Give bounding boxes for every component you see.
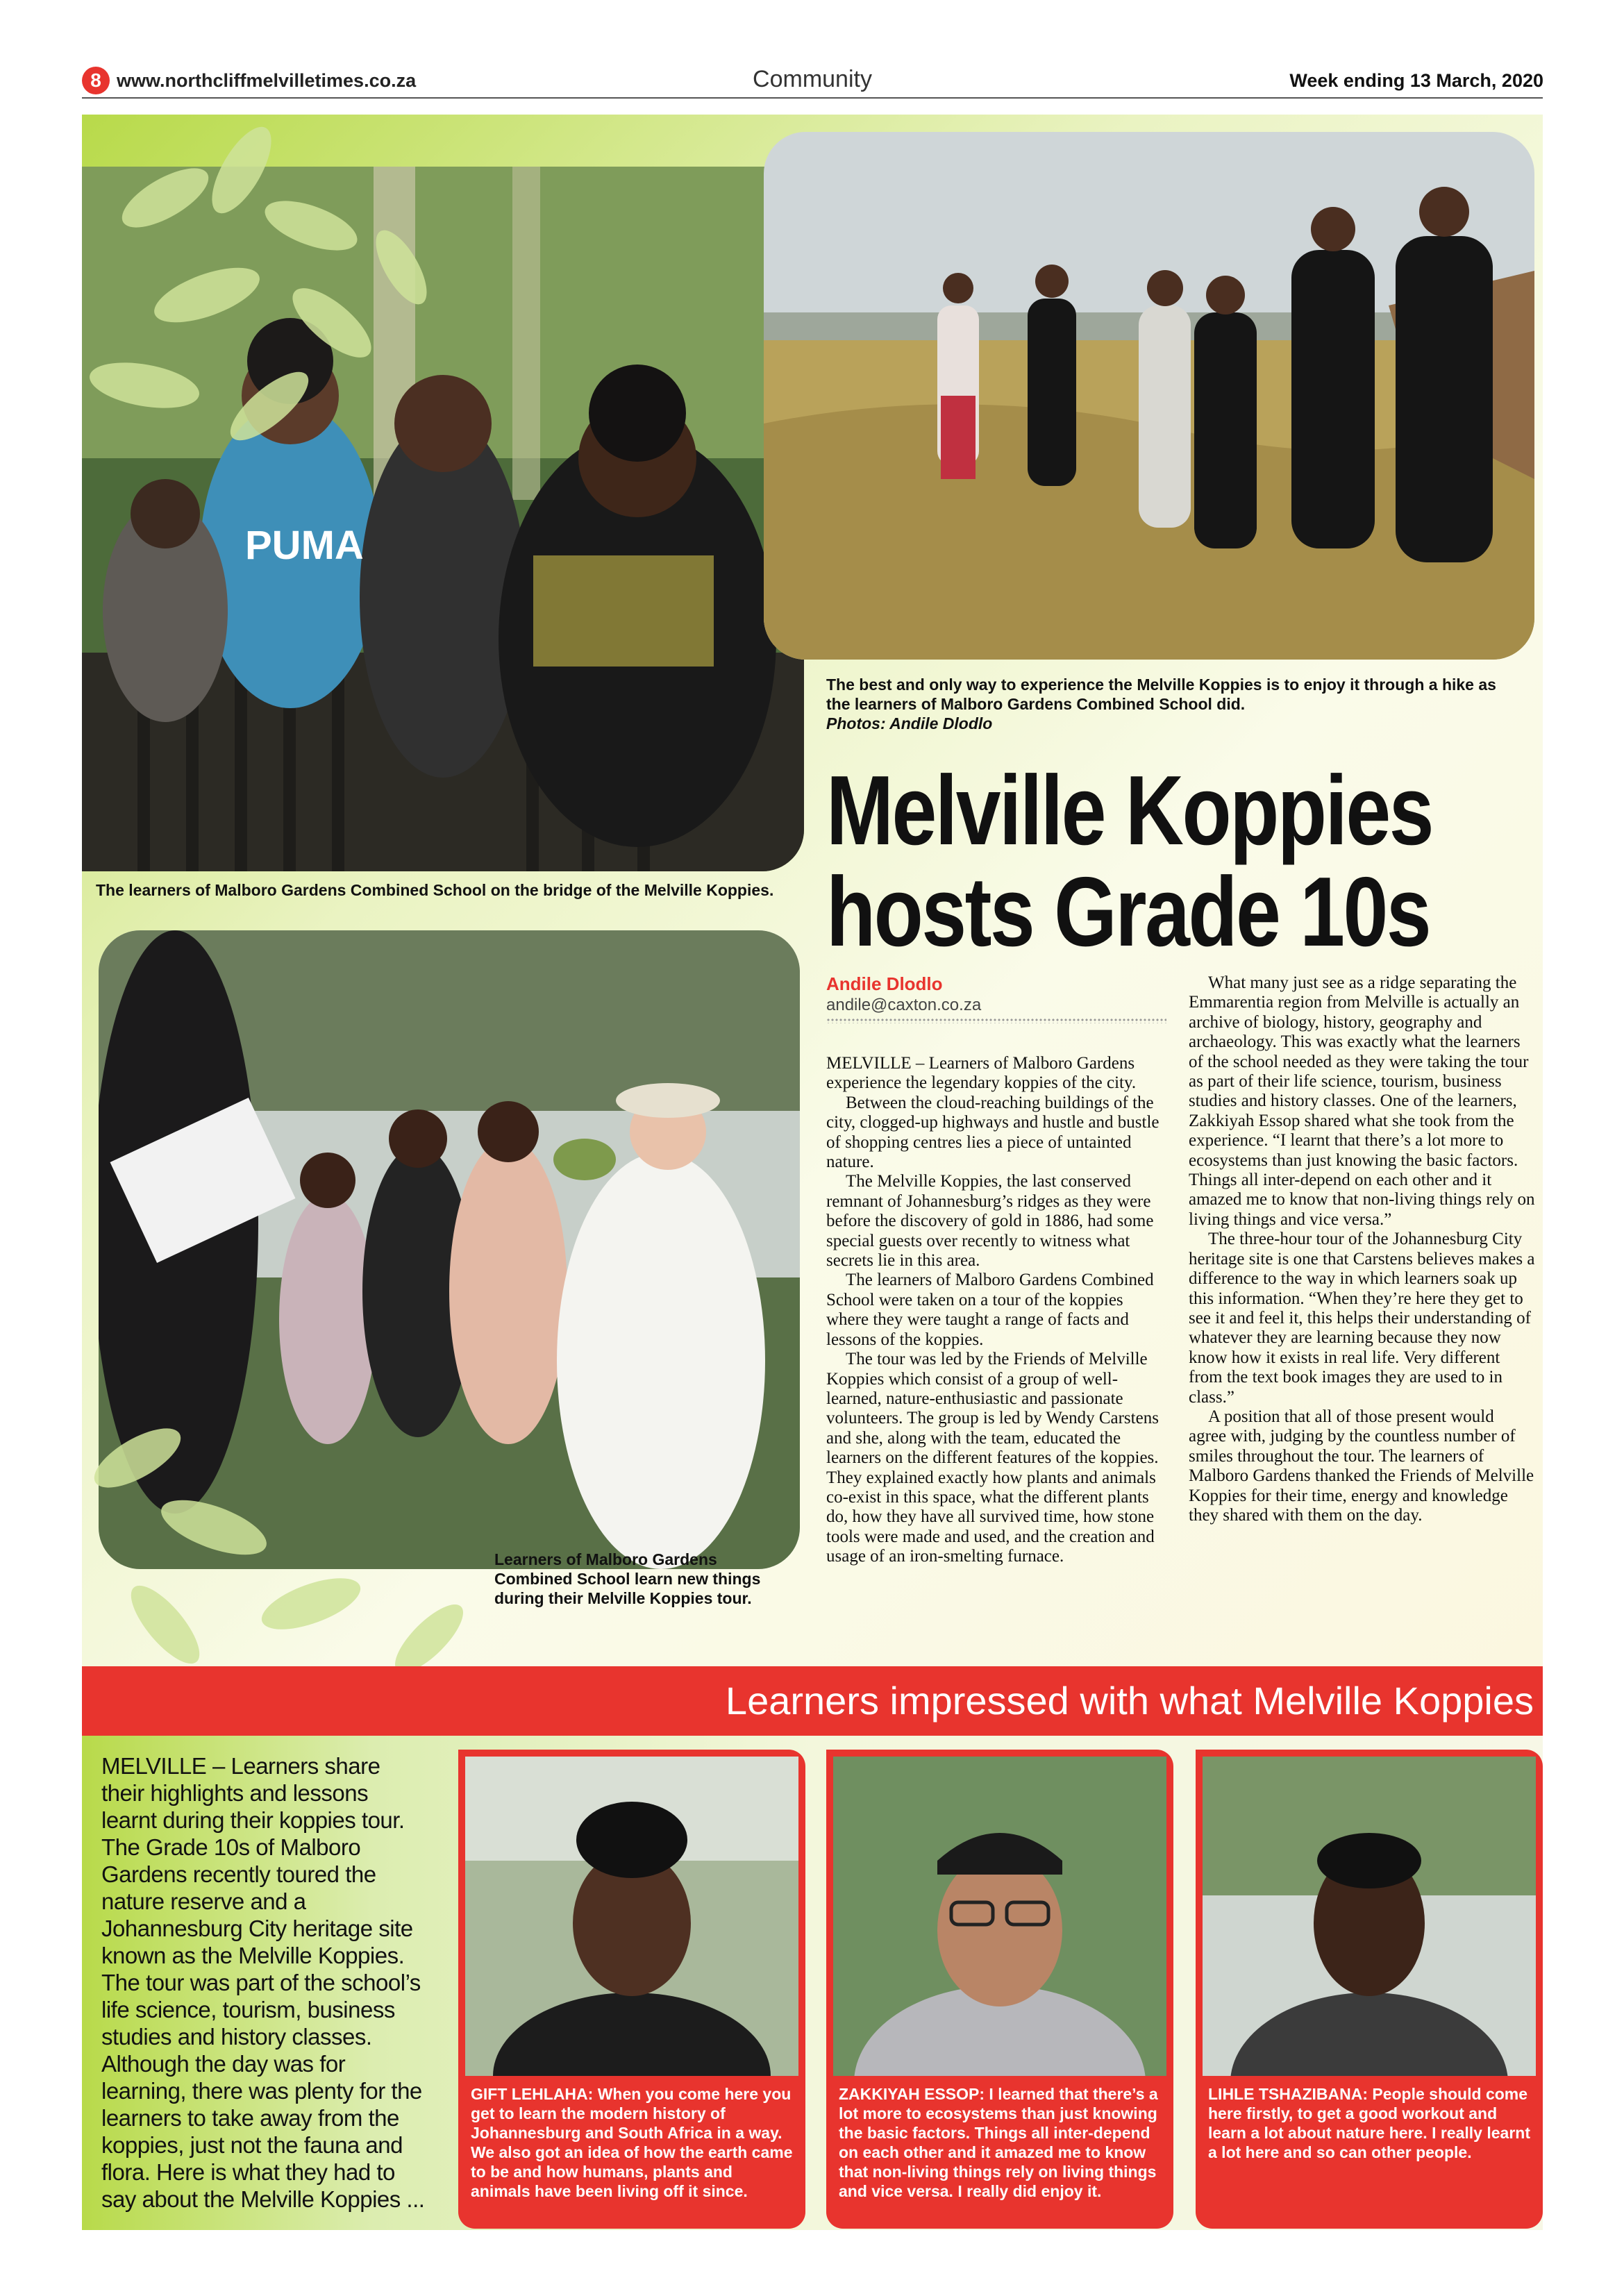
- issue-date: Week ending 13 March, 2020: [1289, 70, 1543, 91]
- paragraph: A position that all of those present would agree with, judging by the countless number of smiles throughout the tour. The learners of Malboro Gardens thanked the Friends of Melville Koppies for their time, energy and knowledge they shared with them on the day.: [1189, 1407, 1534, 1525]
- header-rule: [82, 97, 1543, 99]
- hike-photo-caption: The best and only way to experience the Melville Koppies is to enjoy it through a hike as the learners of Malboro Gardens Combined School did.: [826, 676, 1496, 713]
- paragraph: The learners of Malboro Gardens Combined School were taken on a tour of the koppies where they were taught a range of facts and lessons of the koppies.: [826, 1271, 1154, 1349]
- section-title: Community: [753, 66, 872, 92]
- page-number-badge: 8: [82, 67, 110, 94]
- learner-portrait: [833, 1757, 1166, 2076]
- sidebar-intro: MELVILLE – Learners share their highlights and lessons learnt during their koppies tour. The Grade 10s of Malboro Gardens recently toured the nature reserve and a Johannesburg City heritage site known as the Melville Koppies. The tour was part of the school’s life science, tourism, business studies and history classes. Although the day was for learning, there was plenty for the learners to take away from the koppies, just not the fauna and flora. Here is what they had to say about the Melville Koppies ...: [101, 1753, 425, 2212]
- quote-card: [458, 1750, 805, 2229]
- paragraph: What many just see as a ridge separating the Emmarentia region from Melville is actually an archive of biology, history, geography and archaeology. This was exactly what the learners of the school needed as they were taking the tour as part of their life science, tourism, business studies and history classes. One of the learners, Zakkiyah Essop shared what she took from the experience. “I learnt that there’s a lot more to ecosystems than just knowing the basic factors. Things all inter-depend on each other and it amazed me to know that non-living things rely on living things and vice versa.”: [1189, 973, 1535, 1229]
- paragraph: Between the cloud-reaching buildings of the city, clogged-up highways and hustle and bustle of shopping centres lies a piece of untainted nature.: [826, 1093, 1160, 1172]
- hike-photo: [764, 132, 1534, 660]
- author-name: Andile Dlodlo: [826, 973, 943, 994]
- article-headline: [826, 755, 1433, 967]
- author-email[interactable]: andile@caxton.co.za: [826, 996, 982, 1014]
- paragraph: The Melville Koppies, the last conserved remnant of Johannesburg’s ridges as they were before the discovery of gold in 1886, had some special guests over recently to witness what secrets lie in this area.: [826, 1172, 1154, 1271]
- article-column-2: [1189, 973, 1536, 1525]
- paragraph: The tour was led by the Friends of Melville Koppies which consist of a group of well-learned, nature-enthusiastic and passionate volunteers. The group is led by Wendy Carstens and she, along with the team, educated the learners on the different features of the koppies. They explained exactly how plants and animals co-exist in this space, what the different plants do, how they have all survived time, how stone tools were made and used, and the creation and usage of an iron-smelting furnace.: [826, 1350, 1159, 1566]
- bridge-photo-caption: The learners of Malboro Gardens Combined School on the bridge of the Melville Koppies.: [96, 881, 774, 899]
- leaf-decoration-icon: [82, 1375, 512, 1680]
- leaf-decoration-icon: [82, 115, 471, 476]
- learner-portrait: [1203, 1757, 1536, 2076]
- quote-card: [826, 1750, 1173, 2229]
- learner-portrait: [465, 1757, 798, 2076]
- shirt-brand-text: PUMA: [245, 523, 364, 568]
- photo-credit-text: Photos: Andile Dlodlo: [826, 714, 993, 732]
- paragraph: The three-hour tour of the Johannesburg City heritage site is one that Carstens believes makes a difference to the way in which learners soak up this information. “When they’re here they get to see it and feel it, this helps their understanding of whatever they are learning because they now know how it exists in real life. Very different from the text book images they are used to in class.”: [1189, 1230, 1535, 1407]
- quote-text: GIFT LEHLAHA: When you come here you get to learn the modern history of Johannesburg and South Africa in a way. We also got an idea of how the earth came to be and how humans, plants and animals have been living off it since.: [471, 2085, 793, 2200]
- headline-line-2: hosts Grade 10s: [826, 857, 1430, 967]
- quote-text: LIHLE TSHAZIBANA: People should come here firstly, to get a good workout and learn a lot about nature here. I really learnt a lot here and so can other people.: [1208, 2085, 1530, 2161]
- headline-line-1: Melville Koppies: [826, 755, 1433, 866]
- sidebar-banner-title: Learners impressed with what Melville Koppies: [725, 1679, 1534, 1723]
- byline-divider: [826, 1018, 1166, 1023]
- website-url[interactable]: www.northcliffmelvilletimes.co.za: [117, 70, 417, 91]
- paragraph: MELVILLE – Learners of Malboro Gardens experience the legendary koppies of the city.: [826, 1054, 1137, 1093]
- photo-credit: [826, 714, 1521, 733]
- quote-card: [1196, 1750, 1543, 2229]
- quote-text: ZAKKIYAH ESSOP: I learned that there’s a lot more to ecosystems than just knowing the basic factors. Things all inter-depend on each other and it amazed me to know that non-living things rely on living things and vice versa. I really did enjoy it.: [839, 2085, 1158, 2200]
- tour-photo-caption: Learners of Malboro Gardens Combined School learn new things during their Melville Koppies tour.: [494, 1550, 761, 1607]
- article-column-1: [826, 1054, 1166, 1567]
